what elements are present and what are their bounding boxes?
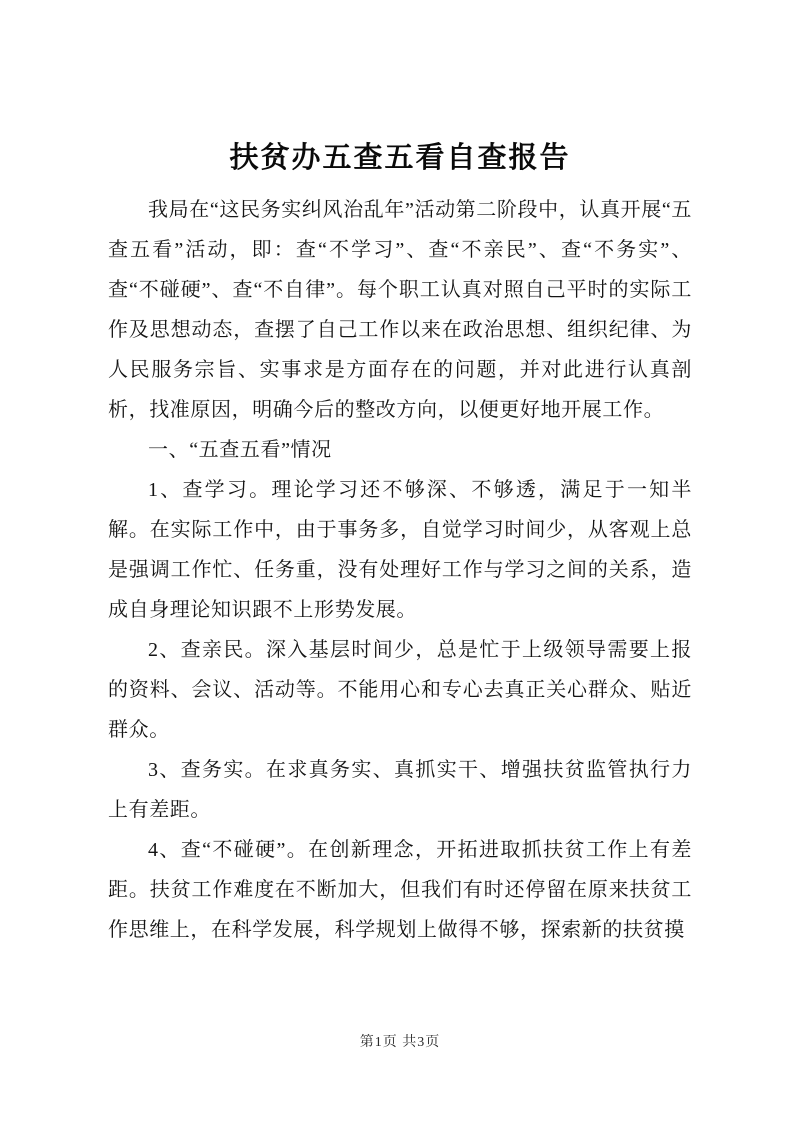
page-footer — [0, 1031, 800, 1051]
paragraph-section-heading: 一、“五查五看”情况 — [148, 439, 332, 461]
page-number-text: 第1页 共3页 — [359, 1035, 441, 1050]
paragraph-item-2: 2、查亲民。深入基层时间少，总是忙于上级领导需要上报的资料、会议、活动等。不能用心和专心去真正关心群众、贴近群众。 — [108, 639, 692, 741]
paragraph-item-3: 3、查务实。在求真务实、真抓实干、增强扶贫监管执行力上有差距。 — [108, 759, 692, 821]
document-title: 扶贫办五查五看自查报告 — [229, 142, 571, 174]
paragraph-item-4: 4、查“不碰硬”。在创新理念，开拓进取抓扶贫工作上有差距。扶贫工作难度在不断加大，但我们有时还停留在原来扶贫工作思维上，在科学发展，科学规划上做得不够，探索新的扶贫摸 — [108, 839, 692, 941]
paragraph-intro: 我局在“这民务实纠风治乱年”活动第二阶段中，认真开展“五查五看”活动，即：查“不学习”、查“不亲民”、查“不务实”、查“不碰硬”、查“不自律”。每个职工认真对照自己平时的实际工作及思想动态，查摆了自己工作以来在政治思想、组织纪律、为人民服务宗旨、实事求是方面存在的问题，并对此进行认真剖析，找准原因，明确今后的整改方向，以便更好地开展工作。 — [108, 199, 692, 421]
paragraph-item-1: 1、查学习。理论学习还不够深、不够透，满足于一知半解。在实际工作中，由于事务多，自觉学习时间少，从客观上总是强调工作忙、任务重，没有处理好工作与学习之间的关系，造成自身理论知识跟不上形势发展。 — [108, 479, 692, 621]
